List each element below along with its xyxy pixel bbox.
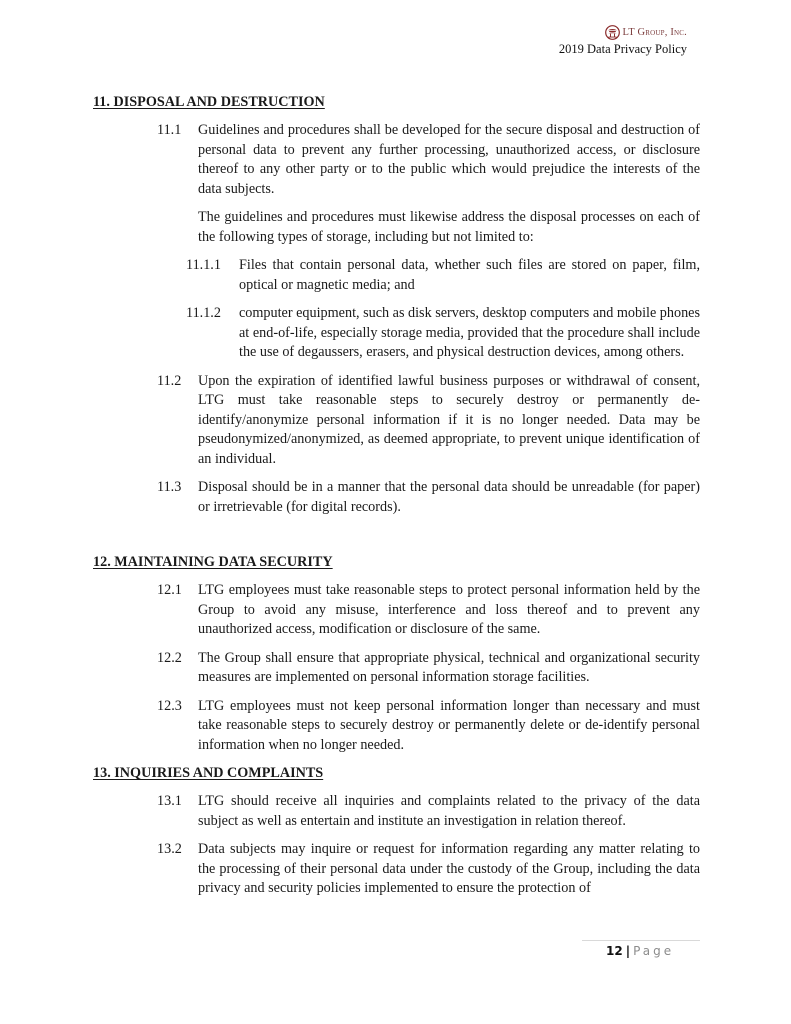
clause-11-2	[157, 372, 700, 470]
clause-13-1	[157, 792, 700, 831]
clause-text: computer equipment, such as disk servers, desktop computers and mobile phones at end-of-life, especially storage media, provided that the procedure shall include the use of degaussers, erasers, and physical destruction devices, among others.	[239, 305, 700, 360]
footer-divider	[582, 940, 700, 941]
clause-number: 13.1	[157, 793, 182, 809]
page-footer	[606, 944, 674, 958]
clause-text: Upon the expiration of identified lawful business purposes or withdrawal of consent, LTG must take reasonable steps to securely destroy or permanently de-identify/anonymize personal information if it is no longer needed. Data may be pseudonymized/anonymized, as deemed appropriate, to prevent unique identification of an individual.	[198, 372, 700, 467]
company-logo	[559, 22, 687, 42]
clause-text: Files that contain personal data, whether such files are stored on paper, film, optical or magnetic media; and	[239, 257, 700, 293]
clause-text: Guidelines and procedures shall be developed for the secure disposal and destruction of personal data to prevent any further processing, unauthorized access, or disclosure thereof to any other party or to the public which would prejudice the interests of the data subjects.	[198, 122, 700, 197]
section-heading-12: 12. MAINTAINING DATA SECURITY	[93, 554, 333, 570]
clause-12-1	[157, 581, 700, 640]
logo-text: LT Group, Inc.	[622, 26, 687, 38]
clause-number: 12.2	[157, 649, 182, 666]
clause-11-1-2	[186, 304, 700, 363]
clause-number: 11.1	[157, 122, 182, 138]
clause-12-3	[157, 697, 700, 756]
section-heading-11: 11. DISPOSAL AND DESTRUCTION	[93, 94, 325, 110]
clause-text: Disposal should be in a manner that the personal data should be unreadable (for paper) or irretrievable (for digital records).	[198, 479, 700, 515]
page-separator: |	[625, 944, 631, 958]
clause-12-2	[157, 649, 700, 688]
document-title: 2019 Data Privacy Policy	[558, 42, 687, 56]
clause-number: 13.2	[157, 841, 182, 857]
document-body	[93, 92, 700, 899]
clause-number: 11.2	[157, 372, 182, 389]
page-number: 12	[606, 944, 623, 958]
clause-number: 12.1	[157, 582, 182, 598]
clause-text: LTG employees must take reasonable steps to protect personal information held by the Group to avoid any misuse, interference and loss thereof and to prevent any unauthorized access, modification or disclosure of the same.	[198, 582, 700, 637]
clause-11-1-1	[186, 256, 700, 295]
clause-number: 11.1.2	[186, 305, 221, 321]
clause-number: 12.3	[157, 697, 182, 714]
section-heading-13: 13. INQUIRIES AND COMPLAINTS	[93, 765, 324, 781]
clause-number: 11.1.1	[186, 257, 221, 273]
page-label: Page	[633, 944, 675, 958]
clause-13-2	[157, 840, 700, 899]
clause-text: The Group shall ensure that appropriate physical, technical and organizational security measures are implemented on personal information storage facilities.	[198, 649, 700, 685]
clause-number: 11.3	[157, 479, 182, 495]
clause-text: LTG should receive all inquiries and complaints related to the privacy of the data subject as well as entertain and institute an investigation in relation thereof.	[198, 793, 700, 829]
clause-11-1	[157, 121, 700, 199]
clause-11-1-continuation: The guidelines and procedures must likewise address the disposal processes on each of the following types of storage, including but not limited to:	[198, 209, 700, 245]
pagoda-emblem-icon	[605, 25, 620, 40]
clause-11-3	[157, 478, 700, 517]
clause-text: Data subjects may inquire or request for information regarding any matter relating to the processing of their personal data under the custody of the Group, including the data privacy and security policies implemented to ensure the protection of	[198, 841, 700, 896]
clause-text: LTG employees must not keep personal information longer than necessary and must take reasonable steps to securely destroy or permanently delete or de-identify personal information when no longer needed.	[198, 697, 700, 753]
page-header	[559, 22, 687, 57]
